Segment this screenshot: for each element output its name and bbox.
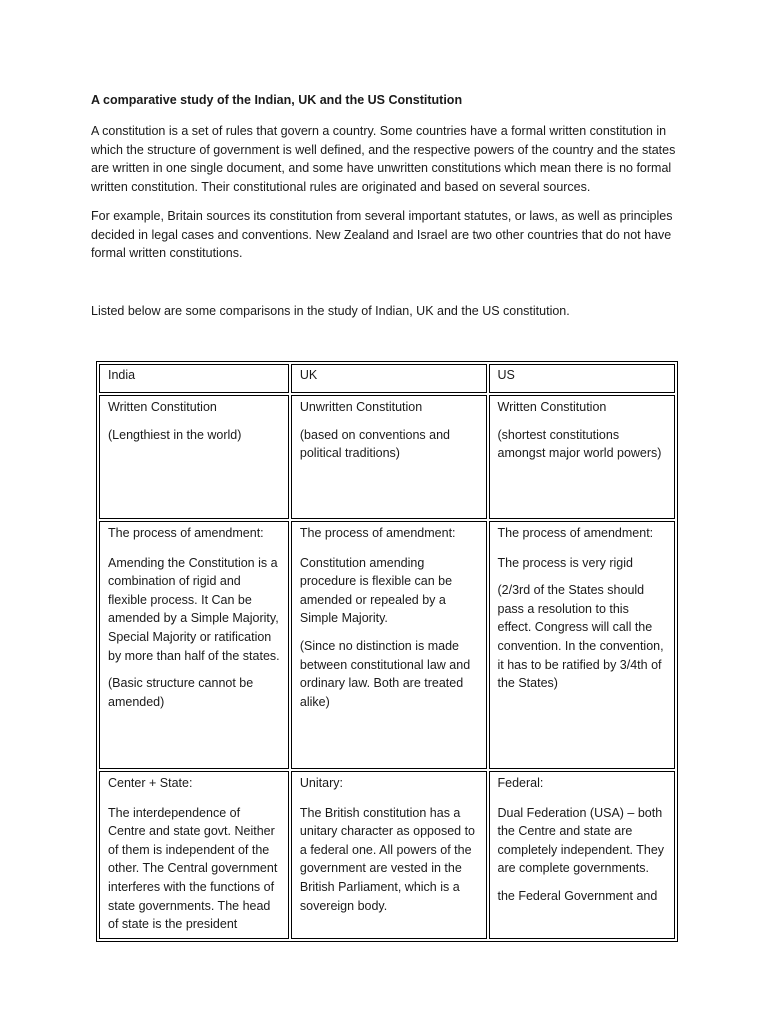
cell-us-structure xyxy=(489,771,676,939)
cell-uk-structure xyxy=(291,771,487,939)
cell-india-type xyxy=(99,395,289,519)
header-uk: UK xyxy=(291,364,487,393)
cell-text: (Basic structure cannot be amended) xyxy=(108,676,254,709)
table-row-structure xyxy=(99,771,675,939)
cell-text: (Since no distinction is made between constitutional law and ordinary law. Both are treated alike) xyxy=(299,638,471,709)
cell-text: (Lengthiest in the world) xyxy=(108,427,242,442)
cell-text: Unwritten Constitution xyxy=(299,400,423,414)
cell-text: (shortest constitutions amongst major world powers) xyxy=(497,427,662,461)
intro-paragraph: A constitution is a set of rules that govern a country. Some countries have a formal written constitution in which the structure of government is well defined, and the respective powers of the country and the states are written in one single document, and some have unwritten constitutions which mean there is no formal written constitution. Their constitutional rules are originated and based on several sources. xyxy=(91,124,676,194)
cell-us-type xyxy=(489,395,676,519)
table-row-amendment xyxy=(99,521,675,769)
cell-text: the Federal Government and xyxy=(497,888,658,903)
header-india: India xyxy=(99,364,289,393)
comparison-table xyxy=(96,361,678,942)
cell-heading: The process of amendment: xyxy=(299,526,456,540)
cell-us-amendment xyxy=(489,521,676,769)
example-paragraph: For example, Britain sources its constitution from several important statutes, or laws, as well as principles decided in legal cases and conventions. New Zealand and Israel are two other countries that do not have formal written constitutions. xyxy=(91,209,673,261)
cell-uk-type xyxy=(291,395,487,519)
header-us: US xyxy=(489,364,676,393)
table-header-row xyxy=(99,364,675,393)
cell-heading: Unitary: xyxy=(299,776,343,790)
comparison-intro-paragraph: Listed below are some comparisons in the study of Indian, UK and the US constitution. xyxy=(91,304,570,318)
cell-text: Dual Federation (USA) – both the Centre and state are completely independent. They are complete governments. xyxy=(497,805,665,876)
document-title: A comparative study of the Indian, UK and the US Constitution xyxy=(91,93,463,107)
cell-india-structure xyxy=(99,771,289,939)
cell-text: (2/3rd of the States should pass a resolution to this effect. Congress will call the convention. In the convention, it has to be ratified by 3/4th of the States) xyxy=(497,583,664,691)
cell-india-amendment xyxy=(99,521,289,769)
cell-text: The British constitution has a unitary character as opposed to a federal one. All powers of the government are vested in the British Parliament, which is a sovereign body. xyxy=(299,805,475,913)
cell-heading: Federal: xyxy=(497,776,544,790)
cell-heading: The process of amendment: xyxy=(108,526,264,540)
cell-text: Amending the Constitution is a combination of rigid and flexible process. It Can be amended by a Simple Majority, Special Majority or ratification by more than half of the states. xyxy=(108,555,280,663)
cell-text: Written Constitution xyxy=(108,400,217,414)
cell-text: The process is very rigid xyxy=(497,555,633,570)
cell-text: (based on conventions and political traditions) xyxy=(299,427,451,461)
cell-text: The interdependence of Centre and state govt. Neither of them is independent of the other. The Central government interferes with the functions of state governments. The head of state is the president xyxy=(108,805,278,932)
table-row-constitution-type xyxy=(99,395,675,519)
cell-text: Constitution amending procedure is flexible can be amended or repealed by a Simple Majority. xyxy=(299,555,453,626)
cell-text: Written Constitution xyxy=(497,400,607,414)
cell-heading: Center + State: xyxy=(108,776,193,790)
cell-heading: The process of amendment: xyxy=(497,526,654,540)
cell-uk-amendment xyxy=(291,521,487,769)
